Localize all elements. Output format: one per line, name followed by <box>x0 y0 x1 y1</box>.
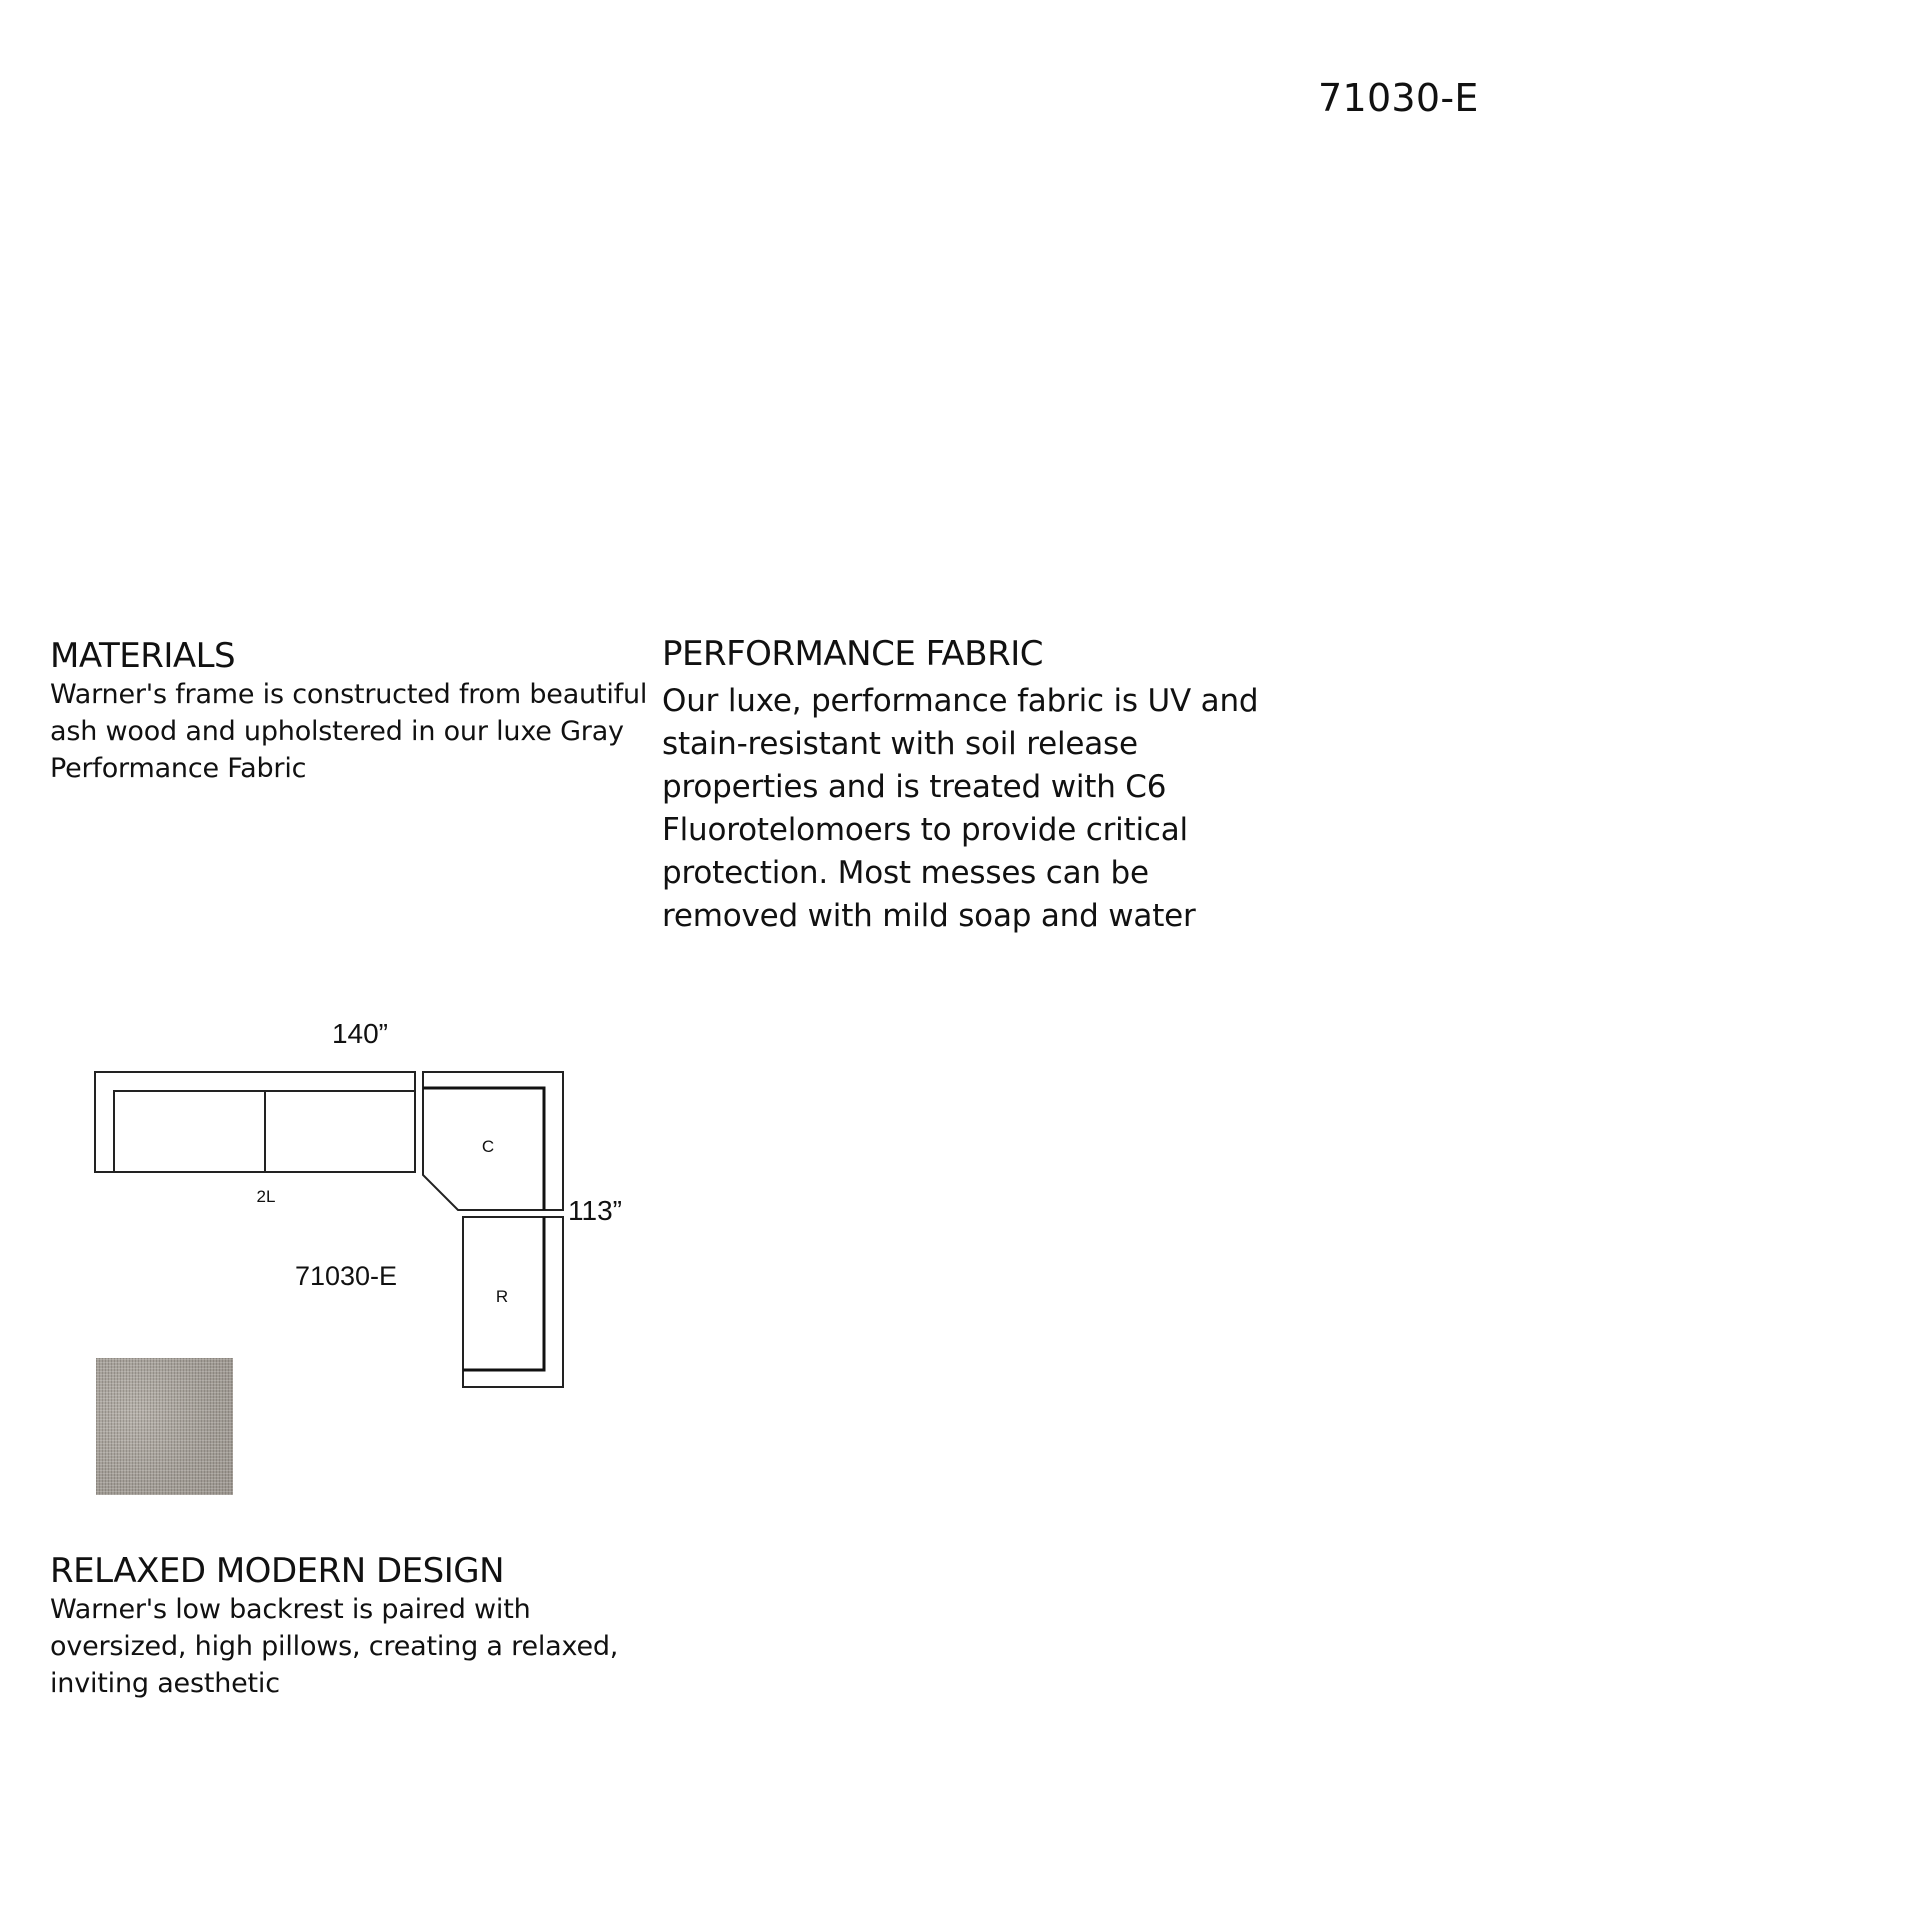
diagram-model-code: 71030-E <box>294 1261 398 1291</box>
right-piece-outline <box>463 1217 563 1387</box>
materials-line-2: ash wood and upholstered in our luxe Gray <box>50 716 624 747</box>
performance-fabric-line-6: removed with mild soap and water <box>662 898 1196 934</box>
performance-fabric-line-3: properties and is treated with C6 <box>662 769 1167 805</box>
width-dimension-label: 140” <box>331 1018 389 1049</box>
product-sku: 71030-E <box>1318 76 1479 120</box>
left-piece-label: 2L <box>256 1187 276 1206</box>
fabric-swatch <box>96 1358 233 1495</box>
materials-section <box>50 636 670 787</box>
performance-fabric-line-1: Our luxe, performance fabric is UV and <box>662 683 1259 719</box>
materials-line-1: Warner's frame is constructed from beautiful <box>50 679 648 710</box>
corner-piece-label: C <box>481 1137 495 1156</box>
performance-fabric-heading: PERFORMANCE FABRIC <box>662 634 1044 674</box>
right-piece-label: R <box>495 1287 509 1306</box>
materials-line-3: Performance Fabric <box>50 753 307 784</box>
performance-fabric-line-5: protection. Most messes can be <box>662 855 1149 891</box>
relaxed-design-line-3: inviting aesthetic <box>50 1668 280 1699</box>
performance-fabric-line-4: Fluorotelomoers to provide critical <box>662 812 1188 848</box>
relaxed-design-section <box>50 1551 650 1702</box>
left-piece-outline <box>95 1072 415 1172</box>
relaxed-design-heading: RELAXED MODERN DESIGN <box>50 1551 505 1591</box>
relaxed-design-line-2: oversized, high pillows, creating a relaxed, <box>50 1631 619 1662</box>
sectional-layout-diagram <box>90 1010 650 1390</box>
performance-fabric-line-2: stain-resistant with soil release <box>662 726 1138 762</box>
relaxed-design-line-1: Warner's low backrest is paired with <box>50 1594 531 1625</box>
materials-heading: MATERIALS <box>50 636 236 676</box>
depth-dimension-label: 113” <box>568 1195 622 1226</box>
sectional-diagram-svg <box>90 1010 650 1390</box>
performance-fabric-section <box>662 634 1282 938</box>
